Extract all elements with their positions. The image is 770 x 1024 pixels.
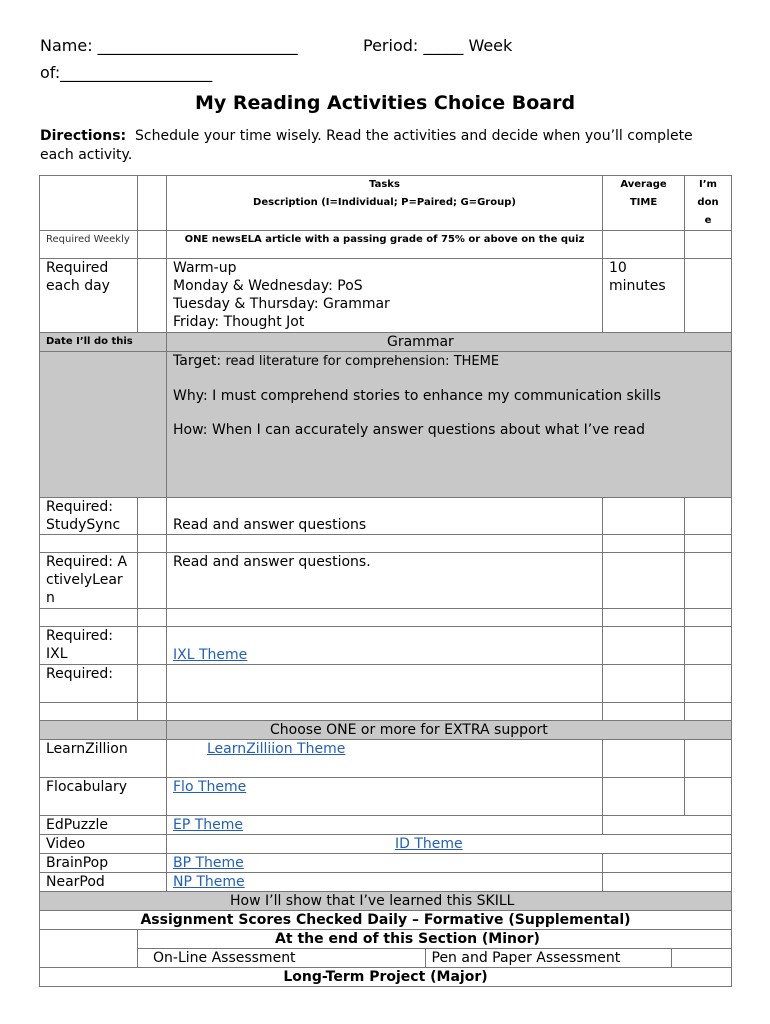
time-cell — [603, 627, 685, 665]
table-row — [40, 498, 732, 535]
name-field-label: Name: _________________________ — [40, 36, 298, 55]
done-cell[interactable] — [685, 740, 732, 778]
table-row — [40, 627, 732, 665]
major-text: Long-Term Project (Major) — [40, 968, 732, 987]
date-cell[interactable] — [138, 665, 167, 703]
blank-cell — [603, 873, 732, 892]
header-blank-cell — [138, 176, 167, 231]
done-header-line2: don — [697, 197, 719, 208]
blank-cell — [603, 854, 732, 873]
spacer-row — [40, 703, 732, 721]
page-title: My Reading Activities Choice Board — [194, 92, 576, 114]
why-text: Why: I must comprehend stories to enhance my communication skills — [173, 388, 661, 404]
table-row — [40, 854, 732, 873]
spacer-row — [40, 535, 732, 553]
time-cell — [603, 231, 685, 259]
target-text: read literature for comprehension: THEME — [225, 354, 500, 369]
warmup-line: Warm-up — [173, 260, 237, 276]
average-time-header — [603, 176, 685, 231]
header-blank-cell — [40, 176, 138, 231]
bp-theme-link[interactable]: BP Theme — [173, 855, 244, 871]
period-week-label: Period: _____ Week — [363, 36, 513, 55]
done-cell[interactable] — [685, 553, 732, 609]
target-row — [40, 352, 732, 498]
directions-label: Directions: — [40, 128, 127, 144]
grammar-header-row — [40, 333, 732, 352]
blank-cell — [671, 949, 736, 967]
spacer-cell — [603, 535, 685, 553]
table-row — [40, 835, 732, 854]
edpuzzle-label: EdPuzzle — [40, 816, 167, 835]
learnzillion-link-cell — [167, 740, 603, 778]
table-row — [40, 778, 732, 816]
assessment-cell — [138, 949, 732, 968]
how-text: How: When I can accurately answer questions about what I’ve read — [173, 422, 646, 438]
time-cell — [603, 665, 685, 703]
minor-row — [40, 930, 732, 949]
time-cell — [603, 740, 685, 778]
table-row — [40, 665, 732, 703]
table-row — [40, 816, 732, 835]
tasks-header-line1: Tasks — [369, 179, 400, 190]
done-header — [685, 176, 732, 231]
ixl-label: Required: IXL — [40, 627, 138, 665]
date-cell[interactable] — [138, 627, 167, 665]
online-assessment: On-Line Assessment — [153, 950, 296, 966]
brainpop-link-cell — [167, 854, 603, 873]
target-label: Target: — [173, 353, 222, 369]
done-cell[interactable] — [685, 498, 732, 535]
time-cell — [603, 498, 685, 535]
warmup-line: Friday: Thought Jot — [173, 314, 305, 330]
warmup-line: Tuesday & Thursday: Grammar — [173, 296, 390, 312]
time-header-line1: Average — [620, 179, 667, 190]
table-row — [40, 740, 732, 778]
date-cell[interactable] — [138, 231, 167, 259]
done-header-line1: I’m — [699, 179, 717, 190]
flo-theme-link[interactable]: Flo Theme — [173, 779, 247, 795]
choice-board-table — [39, 175, 732, 987]
pen-paper-assessment: Pen and Paper Assessment — [425, 949, 671, 967]
warmup-time: 10 minutes — [603, 259, 685, 333]
time-cell — [603, 778, 685, 816]
nearpod-label: NearPod — [40, 873, 167, 892]
required-each-day-label: Required each day — [40, 259, 138, 333]
done-cell[interactable] — [685, 259, 732, 333]
date-label: Date I’ll do this — [40, 333, 167, 352]
time-cell — [603, 553, 685, 609]
id-theme-link[interactable]: ID Theme — [395, 836, 463, 852]
newsela-task: ONE newsELA article with a passing grade of 75% or above on the quiz — [167, 231, 603, 259]
done-cell[interactable] — [685, 231, 732, 259]
spacer-cell — [138, 609, 167, 627]
ep-theme-link[interactable]: EP Theme — [173, 817, 244, 833]
table-row — [40, 259, 732, 333]
grammar-header: Grammar — [167, 333, 732, 352]
spacer-cell — [603, 703, 685, 721]
learnzillion-theme-link[interactable]: LearnZilliion Theme — [207, 741, 346, 757]
table-row — [40, 873, 732, 892]
directions — [40, 127, 700, 165]
indent-cell — [40, 930, 138, 949]
required-weekly-label: Required Weekly — [40, 231, 138, 259]
spacer-row — [40, 609, 732, 627]
tasks-header-line2: Description (I=Individual; P=Paired; G=Group) — [253, 197, 516, 208]
directions-text: Schedule your time wisely. Read the activities and decide when you’ll complete each activity. — [40, 128, 693, 163]
spacer-cell — [167, 535, 603, 553]
target-line — [173, 352, 725, 371]
video-label: Video — [40, 835, 167, 854]
table-row — [40, 231, 732, 259]
assessment-row — [40, 949, 732, 968]
ixl-theme-link[interactable]: IXL Theme — [173, 647, 248, 663]
extra-blank-cell — [40, 721, 167, 740]
nearpod-link-cell — [167, 873, 603, 892]
learnzillion-label: LearnZillion — [40, 740, 167, 778]
warmup-line: Monday & Wednesday: PoS — [173, 278, 363, 294]
warmup-task — [167, 259, 603, 333]
activelylearn-label: Required: ActivelyLearn — [40, 553, 138, 609]
target-block — [167, 352, 732, 498]
show-skill-header: How I’ll show that I’ve learned this SKILL — [40, 892, 732, 911]
date-cell[interactable] — [138, 553, 167, 609]
week-of-label: of:___________________ — [40, 63, 213, 82]
minor-text: At the end of this Section (Minor) — [138, 930, 732, 949]
spacer-cell — [685, 609, 732, 627]
formative-row — [40, 911, 732, 930]
activelylearn-task: Read and answer questions. — [167, 553, 603, 609]
spacer-cell — [40, 609, 138, 627]
date-cell[interactable] — [138, 498, 167, 535]
blank-cell — [603, 816, 732, 835]
spacer-cell — [685, 535, 732, 553]
done-cell[interactable] — [685, 665, 732, 703]
tasks-header — [167, 176, 603, 231]
extra-support-header: Choose ONE or more for EXTRA support — [167, 721, 732, 740]
np-theme-link[interactable]: NP Theme — [173, 874, 245, 890]
studysync-task: Read and answer questions — [167, 498, 603, 535]
extra-support-header-row — [40, 721, 732, 740]
formative-text: Assignment Scores Checked Daily – Formative (Supplemental) — [40, 911, 732, 930]
indent-cell — [40, 949, 138, 968]
ixl-link-cell — [167, 627, 603, 665]
major-row — [40, 968, 732, 987]
studysync-label: Required: StudySync — [40, 498, 138, 535]
spacer-cell — [167, 703, 603, 721]
brainpop-label: BrainPop — [40, 854, 167, 873]
flocabulary-label: Flocabulary — [40, 778, 167, 816]
spacer-cell — [167, 609, 603, 627]
done-cell[interactable] — [685, 778, 732, 816]
edpuzzle-link-cell — [167, 816, 603, 835]
table-header-row — [40, 176, 732, 231]
table-row — [40, 553, 732, 609]
target-blank-cell — [40, 352, 167, 498]
time-header-line2: TIME — [629, 197, 658, 208]
done-header-line3: e — [704, 215, 712, 226]
task-cell — [167, 665, 603, 703]
spacer-cell — [40, 535, 138, 553]
flocabulary-link-cell — [167, 778, 603, 816]
required-blank-label: Required: — [40, 665, 138, 703]
date-cell[interactable] — [138, 259, 167, 333]
video-link-cell — [167, 835, 732, 854]
done-cell[interactable] — [685, 627, 732, 665]
spacer-cell — [40, 703, 138, 721]
spacer-cell — [138, 703, 167, 721]
spacer-cell — [138, 535, 167, 553]
assessment-inner-table — [144, 949, 736, 967]
show-skill-header-row — [40, 892, 732, 911]
spacer-cell — [603, 609, 685, 627]
spacer-cell — [685, 703, 732, 721]
